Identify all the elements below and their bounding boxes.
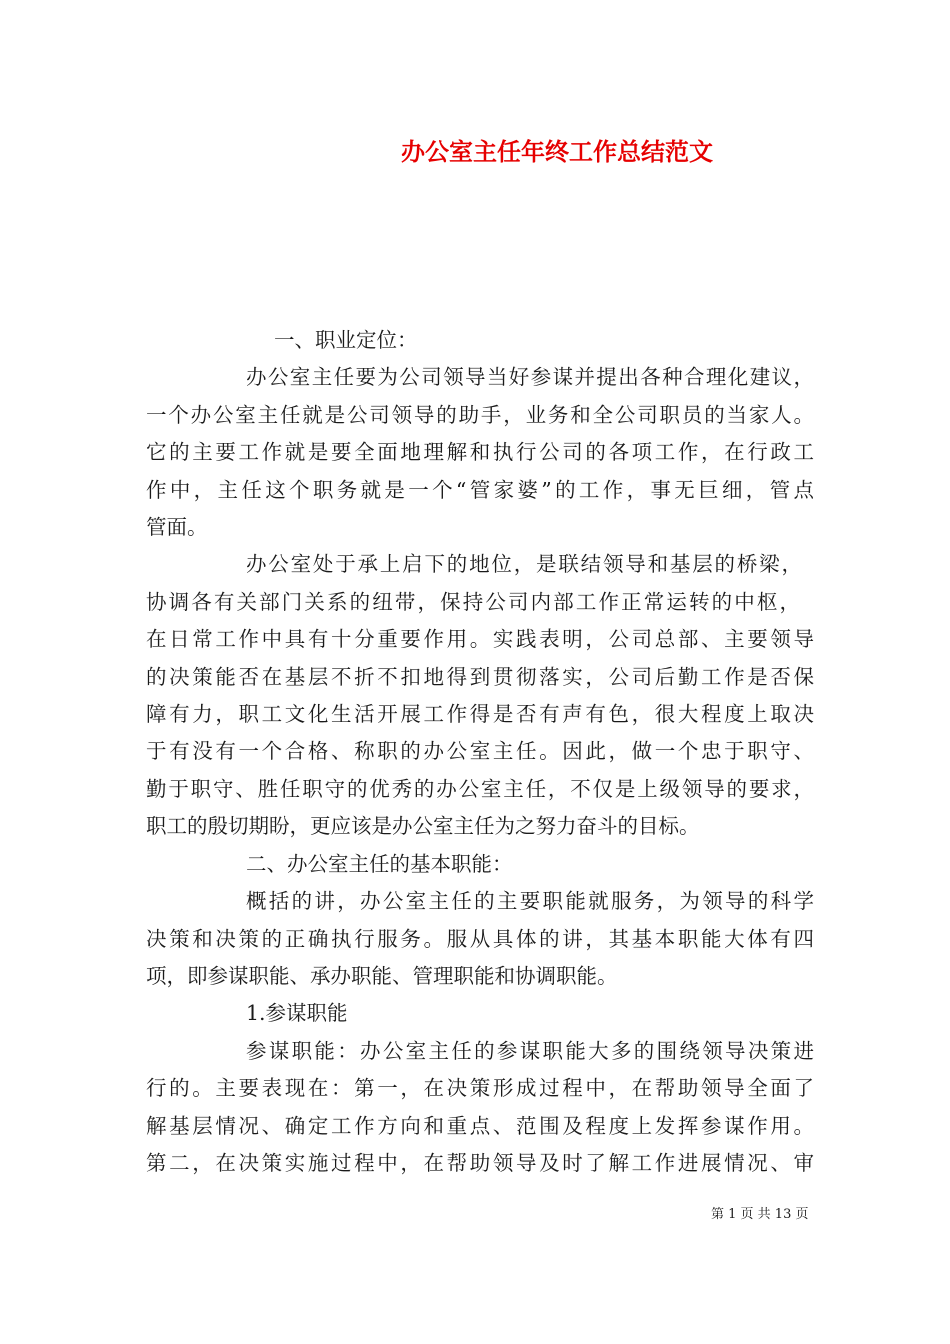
- paragraph-1: [146, 359, 814, 546]
- text-line: 参谋职能：办公室主任的参谋职能大多的围绕领导决策进: [246, 1038, 814, 1063]
- text-line: 管面。: [146, 515, 208, 540]
- paragraph-4: [146, 1033, 814, 1183]
- text-line: 决策和决策的正确执行服务。服从具体的讲，其基本职能大体有四: [146, 926, 814, 951]
- text-line: 一、职业定位：: [274, 328, 418, 352]
- text-line: 在日常工作中具有十分重要作用。实践表明，公司总部、主要领导: [146, 627, 814, 652]
- text-line: 概括的讲，办公室主任的主要职能就服务，为领导的科学: [246, 889, 814, 914]
- text-line: 办公室主任要为公司领导当好参谋并提出各种合理化建议，: [246, 365, 814, 390]
- text-line: 一个办公室主任就是公司领导的助手，业务和全公司职员的当家人。: [146, 402, 814, 427]
- text-line: 协调各有关部门关系的纽带，保持公司内部工作正常运转的中枢，: [146, 589, 800, 614]
- page-footer: 第 1 页 共 13 页: [711, 1207, 809, 1222]
- text-line: 勤于职守、胜任职守的优秀的办公室主任，不仅是上级领导的要求，: [146, 776, 814, 801]
- paragraph-2: [146, 546, 814, 845]
- text-line: 项，即参谋职能、承办职能、管理职能和协调职能。: [146, 963, 618, 988]
- section-heading-2: [146, 846, 814, 883]
- text-line: 二、办公室主任的基本职能：: [246, 851, 513, 876]
- text-line: 作中，主任这个职务就是一个“管家婆”的工作，事无巨细，管点: [146, 477, 814, 502]
- document-body: [146, 322, 814, 1182]
- text-line: 第二，在决策实施过程中，在帮助领导及时了解工作进展情况、审: [146, 1150, 814, 1175]
- section-heading-3: [146, 995, 814, 1032]
- text-line: 障有力，职工文化生活开展工作得是否有声有色，很大程度上取决: [146, 702, 814, 727]
- text-line: 1.参谋职能: [246, 1001, 348, 1026]
- text-line: 办公室处于承上启下的地位，是联结领导和基层的桥梁，: [246, 552, 802, 577]
- text-line: 行的。主要表现在：第一，在决策形成过程中，在帮助领导全面了: [146, 1076, 814, 1101]
- section-heading-1: [146, 322, 814, 359]
- text-line: 于有没有一个合格、称职的办公室主任。因此，做一个忠于职守、: [146, 739, 814, 764]
- text-line: 职工的殷切期盼，更应该是办公室主任为之努力奋斗的目标。: [146, 814, 700, 839]
- paragraph-3: [146, 883, 814, 995]
- document-title: 办公室主任年终工作总结范文: [401, 137, 713, 166]
- text-line: 的决策能否在基层不折不扣地得到贯彻落实，公司后勤工作是否保: [146, 664, 814, 689]
- text-line: 解基层情况、确定工作方向和重点、范围及程度上发挥参谋作用。: [146, 1113, 814, 1138]
- text-line: 它的主要工作就是要全面地理解和执行公司的各项工作，在行政工: [146, 440, 814, 465]
